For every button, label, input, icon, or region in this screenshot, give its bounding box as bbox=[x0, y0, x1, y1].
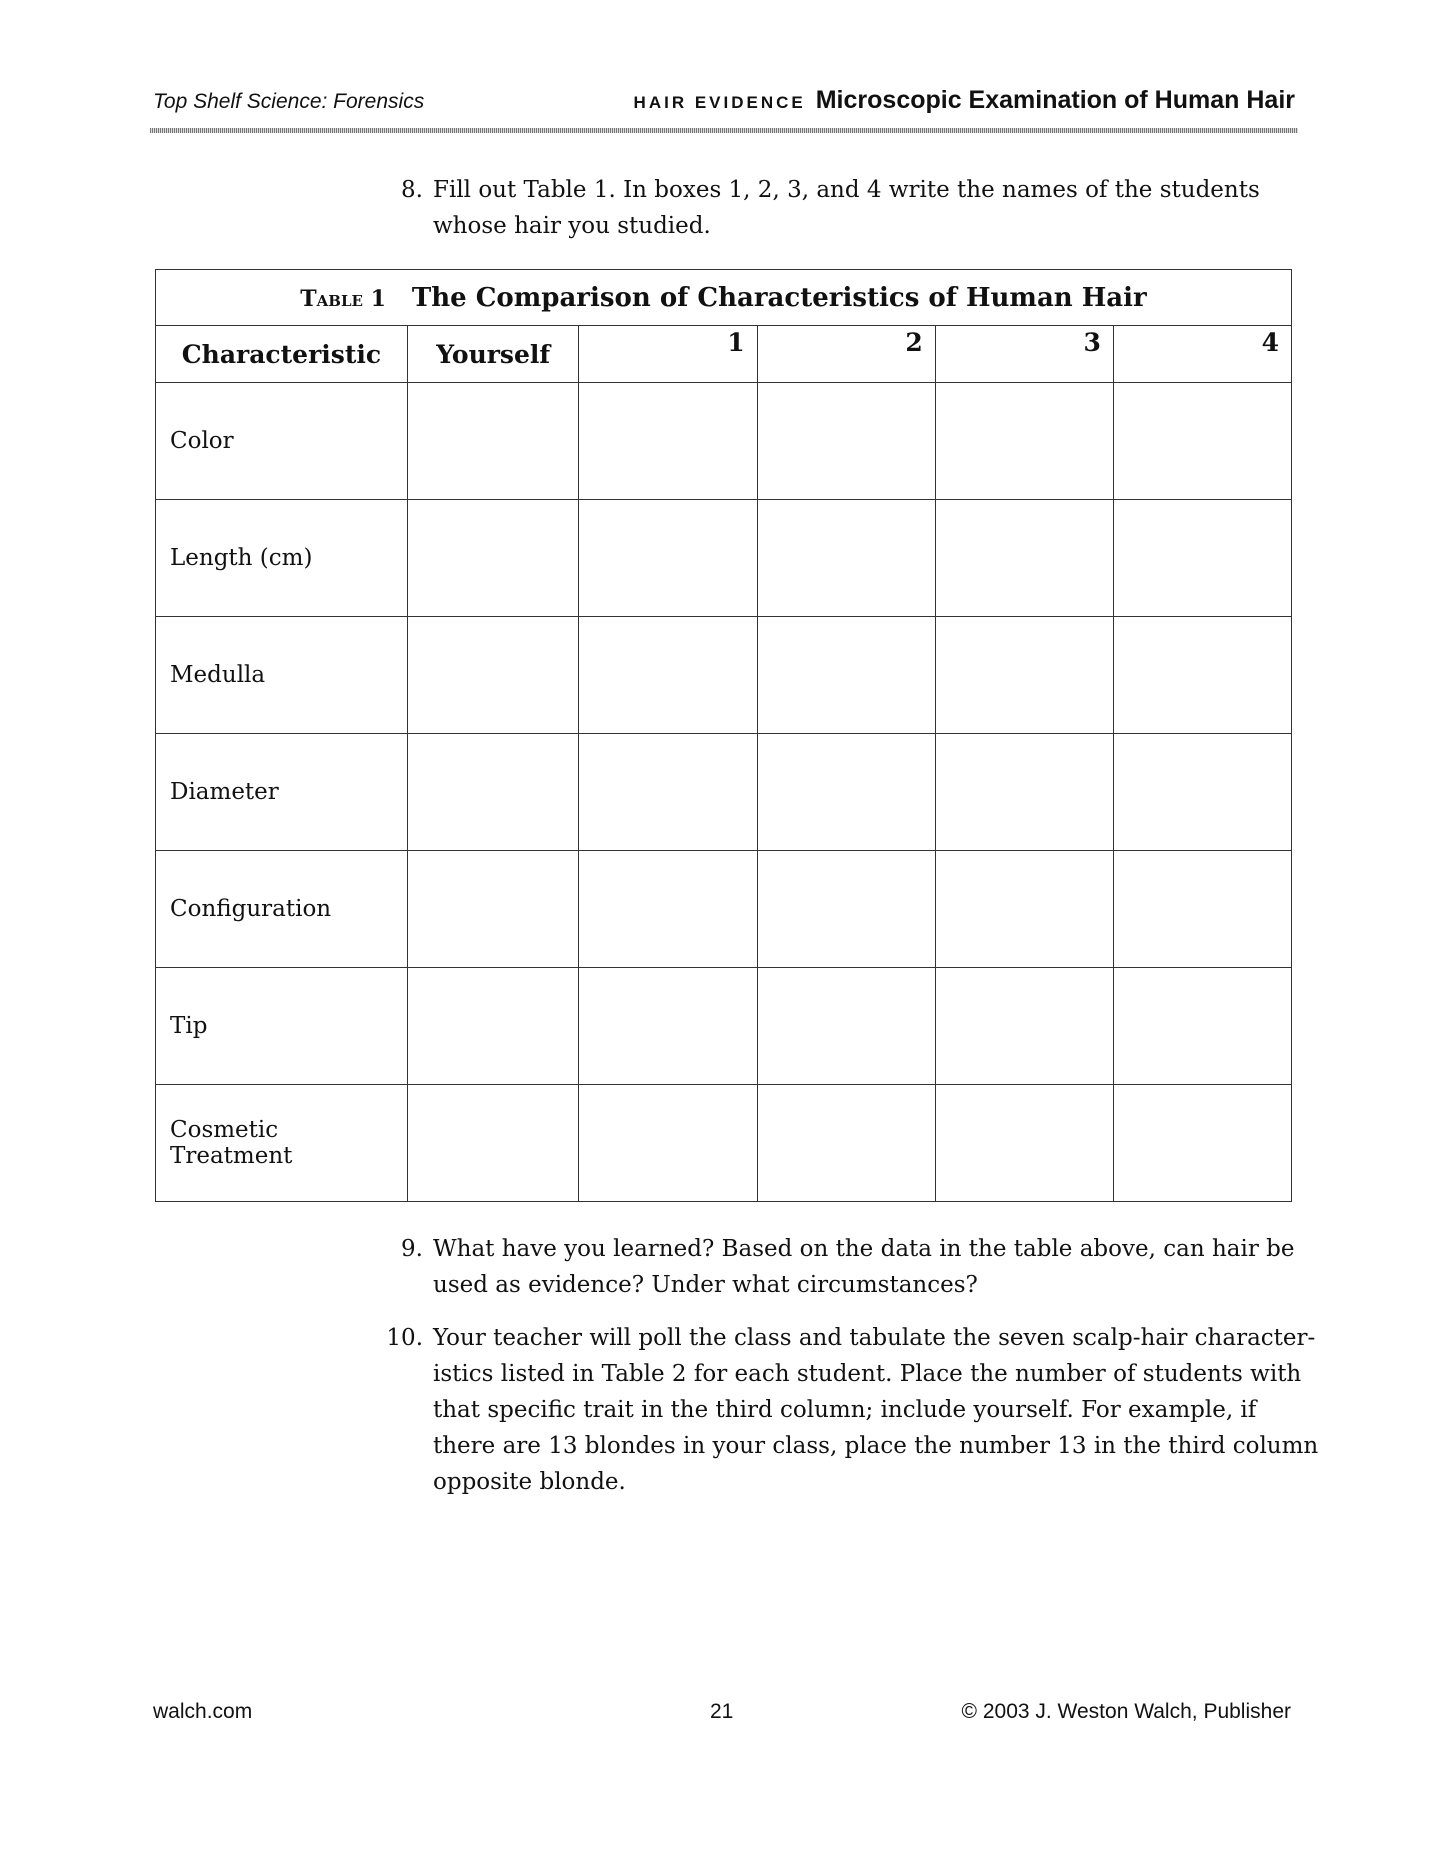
row-label-cosmetic-treatment: Cosmetic Treatment bbox=[156, 1085, 408, 1202]
instruction-line: that specific trait in the third column; include yourself. For example, if bbox=[433, 1397, 1257, 1423]
table-header-row bbox=[156, 326, 1292, 383]
cell-yourself[interactable] bbox=[407, 968, 579, 1085]
instruction-line: Fill out Table 1. In boxes 1, 2, 3, and 4 write the names of the students bbox=[433, 177, 1260, 203]
book-title: Top Shelf Science: Forensics bbox=[153, 90, 425, 113]
header-rule bbox=[150, 128, 1298, 133]
cell-student-2[interactable] bbox=[757, 851, 935, 968]
comparison-table bbox=[155, 269, 1292, 1202]
cell-student-4[interactable] bbox=[1113, 734, 1291, 851]
cell-student-3[interactable] bbox=[935, 617, 1113, 734]
cell-yourself[interactable] bbox=[407, 617, 579, 734]
row-label-medulla: Medulla bbox=[156, 617, 408, 734]
instruction-number: 8. bbox=[401, 177, 423, 203]
row-label-color: Color bbox=[156, 383, 408, 500]
cell-yourself[interactable] bbox=[407, 383, 579, 500]
table-row bbox=[156, 734, 1292, 851]
cell-student-3[interactable] bbox=[935, 383, 1113, 500]
instruction-number: 9. bbox=[401, 1236, 423, 1262]
instruction-line: What have you learned? Based on the data in the table above, can hair be bbox=[433, 1236, 1295, 1262]
footer-copyright: © 2003 J. Weston Walch, Publisher bbox=[961, 1700, 1291, 1723]
cell-student-4[interactable] bbox=[1113, 500, 1291, 617]
cell-student-3[interactable] bbox=[935, 734, 1113, 851]
cell-student-2[interactable] bbox=[757, 1085, 935, 1202]
cell-yourself[interactable] bbox=[407, 851, 579, 968]
row-label-length: Length (cm) bbox=[156, 500, 408, 617]
cell-student-1[interactable] bbox=[579, 734, 757, 851]
cell-student-2[interactable] bbox=[757, 617, 935, 734]
table-title-text: The Comparison of Characteristics of Human Hair bbox=[411, 282, 1147, 313]
instruction-line: istics listed in Table 2 for each student. Place the number of students with bbox=[433, 1361, 1302, 1387]
row-label-tip: Tip bbox=[156, 968, 408, 1085]
instruction-line: Your teacher will poll the class and tabulate the seven scalp-hair character- bbox=[433, 1325, 1316, 1351]
instruction-line: whose hair you studied. bbox=[433, 213, 711, 239]
col-header-student-3: 3 bbox=[935, 326, 1113, 383]
cell-yourself[interactable] bbox=[407, 500, 579, 617]
cell-student-3[interactable] bbox=[935, 1085, 1113, 1202]
cell-student-1[interactable] bbox=[579, 1085, 757, 1202]
col-header-student-4: 4 bbox=[1113, 326, 1291, 383]
cell-student-1[interactable] bbox=[579, 500, 757, 617]
cell-student-3[interactable] bbox=[935, 851, 1113, 968]
cell-student-4[interactable] bbox=[1113, 851, 1291, 968]
instruction-line: opposite blonde. bbox=[433, 1469, 626, 1495]
section-heading bbox=[634, 86, 1295, 115]
instruction-10 bbox=[386, 1320, 1319, 1500]
cell-student-2[interactable] bbox=[757, 734, 935, 851]
table-row bbox=[156, 617, 1292, 734]
cell-student-2[interactable] bbox=[757, 968, 935, 1085]
table-title-row bbox=[156, 270, 1292, 326]
cell-student-3[interactable] bbox=[935, 968, 1113, 1085]
cell-student-3[interactable] bbox=[935, 500, 1113, 617]
col-header-yourself: Yourself bbox=[407, 326, 579, 383]
instruction-line: there are 13 blondes in your class, place the number 13 in the third column bbox=[433, 1433, 1319, 1459]
section-title: Microscopic Examination of Human Hair bbox=[815, 86, 1295, 114]
table-title bbox=[156, 270, 1292, 326]
cell-student-4[interactable] bbox=[1113, 1085, 1291, 1202]
instruction-9 bbox=[401, 1231, 1295, 1303]
table-row bbox=[156, 383, 1292, 500]
cell-student-1[interactable] bbox=[579, 968, 757, 1085]
cell-student-4[interactable] bbox=[1113, 968, 1291, 1085]
cell-student-1[interactable] bbox=[579, 851, 757, 968]
cell-student-4[interactable] bbox=[1113, 617, 1291, 734]
instruction-line: used as evidence? Under what circumstances? bbox=[433, 1272, 978, 1298]
col-header-student-2: 2 bbox=[757, 326, 935, 383]
table-label: Table 1 bbox=[300, 285, 386, 312]
cell-yourself[interactable] bbox=[407, 1085, 579, 1202]
col-header-characteristic: Characteristic bbox=[156, 326, 408, 383]
col-header-student-1: 1 bbox=[579, 326, 757, 383]
instruction-8 bbox=[401, 172, 1260, 244]
table-row bbox=[156, 968, 1292, 1085]
cell-student-1[interactable] bbox=[579, 383, 757, 500]
cell-student-2[interactable] bbox=[757, 383, 935, 500]
table-row bbox=[156, 500, 1292, 617]
cell-student-2[interactable] bbox=[757, 500, 935, 617]
table-row bbox=[156, 851, 1292, 968]
cell-student-4[interactable] bbox=[1113, 383, 1291, 500]
cell-yourself[interactable] bbox=[407, 734, 579, 851]
footer-page-number: 21 bbox=[710, 1700, 734, 1723]
instruction-number: 10. bbox=[386, 1325, 423, 1351]
row-label-configuration: Configuration bbox=[156, 851, 408, 968]
cell-student-1[interactable] bbox=[579, 617, 757, 734]
section-kicker: HAIR EVIDENCE bbox=[633, 93, 806, 112]
row-label-diameter: Diameter bbox=[156, 734, 408, 851]
table-row bbox=[156, 1085, 1292, 1202]
footer-website: walch.com bbox=[153, 1700, 253, 1723]
